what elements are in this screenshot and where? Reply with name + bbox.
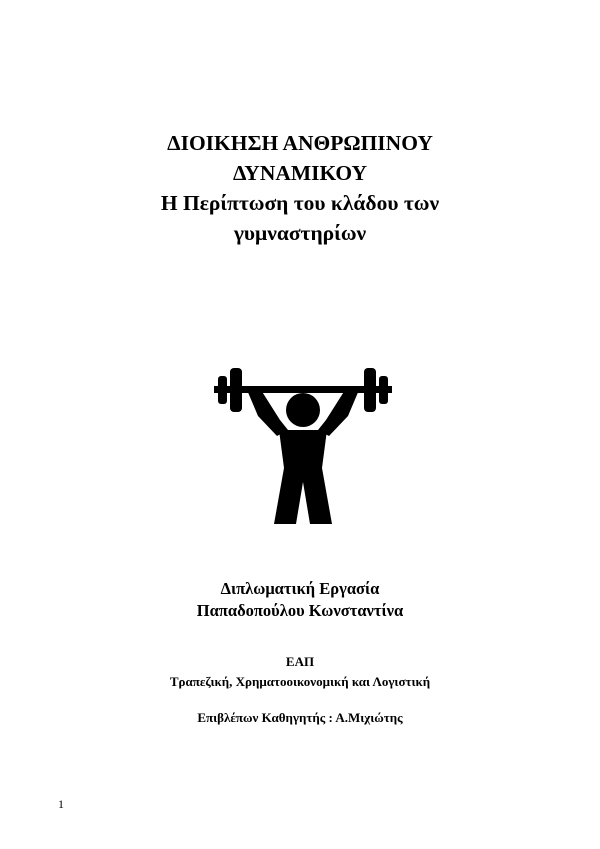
title-line-2: ΔΥΝΑΜΙΚΟΥ	[232, 161, 368, 185]
title-line-4: γυμναστηρίων	[233, 221, 367, 245]
supervisor: Επιβλέπων Καθηγητής : Α.Μιχιώτης	[197, 710, 403, 725]
institution-name: ΕΑΠ	[285, 654, 315, 669]
institution-program: Τραπεζική, Χρηματοοικονομική και Λογιστική	[169, 674, 431, 689]
thesis-author: Παπαδοπούλου Κωνσταντίνα	[196, 601, 404, 620]
document-title	[0, 128, 600, 248]
institution-info	[0, 652, 600, 692]
title-line-3: Η Περίπτωση του κλάδου των	[160, 191, 440, 215]
thesis-type: Διπλωματική Εργασία	[220, 579, 380, 598]
page-number: 1	[58, 797, 64, 811]
title-line-1: ΔΙΟΙΚΗΣΗ ΑΝΘΡΩΠΙΝΟΥ	[167, 131, 433, 155]
thesis-info	[0, 578, 600, 622]
weightlifter-icon	[214, 364, 392, 524]
